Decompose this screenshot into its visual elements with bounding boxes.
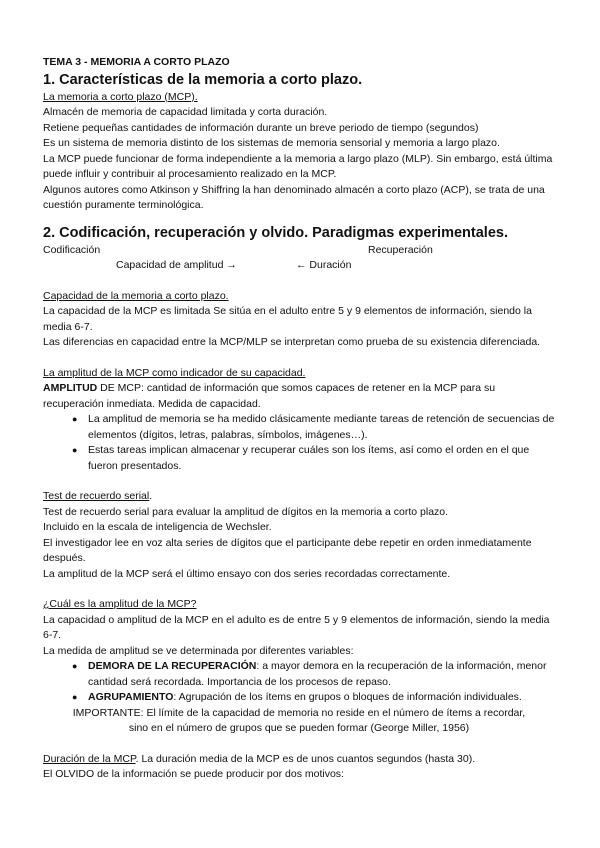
duration-subheading: Duración de la MCP — [43, 752, 136, 765]
duracion-arrow-label: ← Duración — [296, 259, 352, 271]
list-item: ● AGRUPAMIENTO: Agrupación de los ítems en grupos o bloques de información individuales. — [88, 690, 555, 706]
text-line: El investigador lee en voz alta series de dígitos que el participante debe repetir en orden inmediatamente después. — [43, 536, 532, 564]
text-line: Almacén de memoria de capacidad limitada y corta duración. — [43, 106, 328, 118]
amplitude-bullet-list — [43, 412, 555, 474]
document-body — [43, 55, 555, 783]
paragraph: La capacidad de la MCP es limitada Se sitúa en el adulto entre 5 y 9 elementos de información, siendo la media 6-7. — [43, 305, 532, 333]
list-item: ● La amplitud de memoria se ha medido clásicamente mediante tareas de retención de secuencias de elementos (dígitos, letras, palabras, símbolos, imágenes…). — [88, 412, 555, 443]
amplitud-bold: AMPLITUD — [43, 382, 98, 394]
variables-bullet-list — [43, 659, 555, 706]
process-arrows-row — [43, 258, 555, 274]
paragraph: Las diferencias en capacidad entre la MCP/MLP se interpretan como prueba de su existencia diferenciada. — [43, 336, 541, 348]
section-2-heading: 2. Codificación, recuperación y olvido. Paradigmas experimentales. — [43, 224, 508, 241]
text-line: Retiene pequeñas cantidades de información durante un breve periodo de tiempo (segundos) — [43, 121, 479, 134]
text-line: La amplitud de la MCP será el último ensayo con dos series recordadas correctamente. — [43, 567, 451, 580]
text-line: Es un sistema de memoria distinto de los sistemas de memoria sensorial y memoria a largo plazo. — [43, 137, 500, 149]
list-item: ● Estas tareas implican almacenar y recuperar cuáles son los ítems, así como el orden en el que fueron presentados. — [88, 443, 555, 474]
mcp-subheading: La memoria a corto plazo (MCP). — [43, 90, 198, 103]
important-note: IMPORTANTE: El límite de la capacidad de memoria no reside en el número de ítems a recordar, sino en el número de grupos que se pueden formar (George Miller, 1956) — [72, 706, 526, 734]
text-line: Incluido en la escala de inteligencia de Wechsler. — [43, 521, 272, 533]
paragraph: El OLVIDO de la información se puede producir por dos motivos: — [43, 768, 344, 780]
paragraph: La capacidad o amplitud de la MCP en el adulto es de entre 5 y 9 elementos de información, siendo la media 6-7. — [43, 613, 550, 641]
which-amplitude-subheading: ¿Cuál es la amplitud de la MCP? — [43, 598, 197, 610]
capacidad-arrow-label: Capacidad de amplitud → — [116, 259, 237, 271]
codificacion-label: Codificación — [43, 243, 101, 256]
capacity-subheading: Capacidad de la memoria a corto plazo. — [43, 289, 229, 302]
text-line: La MCP puede funcionar de forma independiente a la memoria a largo plazo (MLP). Sin embargo, está última puede influir y contribuir al procesamiento realizado en la MCP. — [43, 152, 553, 180]
paragraph: La medida de amplitud se ve determinada por diferentes variables: — [43, 644, 354, 657]
text-line: Test de recuerdo serial para evaluar la amplitud de dígitos en la memoria a corto plazo. — [43, 505, 449, 518]
paragraph: AMPLITUD DE MCP: cantidad de información que somos capaces de retener en la MCP para su recuperación inmediata. Medida de capacidad. — [43, 382, 496, 410]
section-1-heading: 1. Características de la memoria a corto plazo. — [43, 71, 363, 88]
list-item: ● DEMORA DE LA RECUPERACIÓN: a mayor demora en la recuperación de la información, menor cantidad será recordada. Importancia de los procesos de repaso. — [88, 659, 555, 690]
topic-title: TEMA 3 - MEMORIA A CORTO PLAZO — [43, 56, 230, 68]
paragraph: Duración de la MCP. La duración media de la MCP es de unos cuantos segundos (hasta 30). — [43, 752, 476, 765]
process-labels-row — [43, 243, 555, 259]
amplitude-subheading: La amplitud de la MCP como indicador de su capacidad. — [43, 366, 306, 379]
recuperacion-label: Recuperación — [368, 243, 433, 256]
text-line: Algunos autores como Atkinson y Shiffring la han denominado almacén a corto plazo (ACP), se trata de una cuestión puramente terminológica. — [43, 183, 545, 211]
serial-test-subheading: Test de recuerdo serial. — [43, 490, 153, 502]
